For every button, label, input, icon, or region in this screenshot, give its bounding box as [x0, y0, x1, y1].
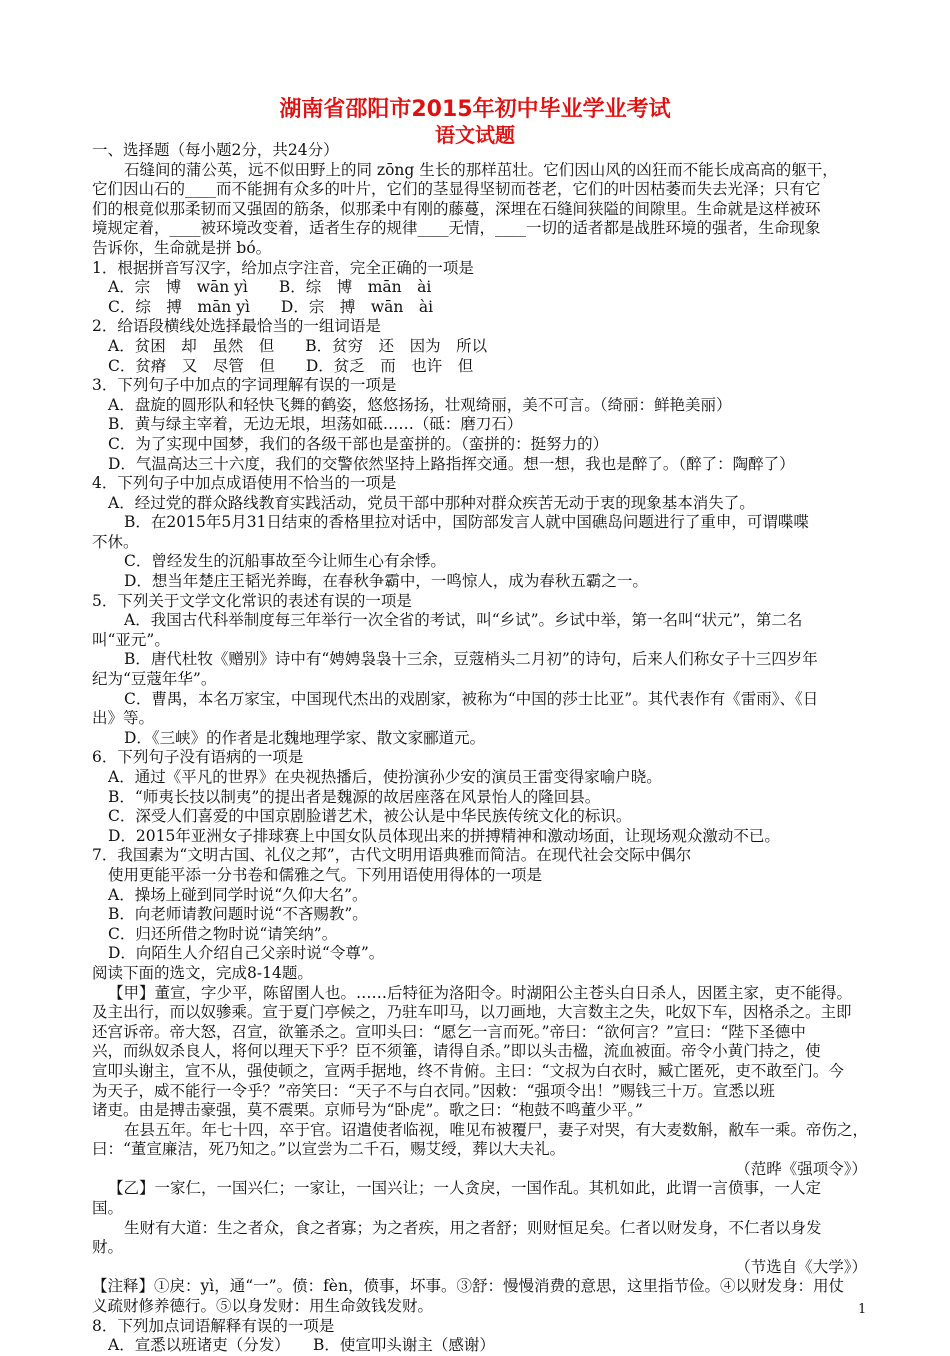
answer-option: B．唐代杜牧《赠别》诗中有“娉娉袅袅十三余，豆蔻梢头二月初”的诗句，后来人们称女子十三四岁年 [124, 650, 818, 669]
answer-option: C．为了实现中国梦，我们的各级干部也是蛮拼的。（蛮拼的：挺努力的） [108, 434, 609, 453]
passage-line: 诸吏。由是搏击豪强，莫不震栗。京师号为“卧虎”。歌之曰：“枹鼓不鸣董少平。” [92, 1101, 643, 1120]
passage-line: 它们因山石的____而不能拥有众多的叶片，它们的茎显得坚韧而苍老，它们的叶因枯萎而失去光泽；只有它 [92, 180, 821, 199]
passage-source: （节选自《大学》） [735, 1257, 867, 1276]
question-stem: 7．我国素为“文明古国、礼仪之邦”，古代文明用语典雅而简洁。在现代社会交际中偶尔 [92, 846, 692, 865]
passage-line: 们的根竟似那柔韧而又强固的筋条，似那柔中有刚的藤蔓，深埋在石缝间狭隘的间隙里。生命就是这样被环 [92, 199, 821, 218]
passage-line: 宣叩头谢主，宣不从，强使顿之，宣两手据地，终不肯俯。主曰：“文叔为白衣时，臧亡匿死，吏不敢至门。今 [92, 1061, 844, 1080]
answer-option-continued: 叫“亚元”。 [92, 630, 170, 649]
question-stem: 4．下列句子中加点成语使用不恰当的一项是 [92, 474, 397, 493]
answer-option: C．贫瘠 又 尽管 但 D．贫乏 而 也许 但 [108, 356, 474, 375]
passage-line: 还宫诉帝。帝大怒，召宣，欲箠杀之。宣叩头曰：“愿乞一言而死。”帝曰：“欲何言？”宣曰：“陛下圣德中 [92, 1022, 806, 1041]
passage-line: 石缝间的蒲公英，远不似田野上的同 zōng 生长的那样茁壮。它们因山风的凶狂而不能长成高高的躯干， [124, 160, 838, 179]
passage-line: 财。 [92, 1238, 124, 1257]
question-stem: 6．下列句子没有语病的一项是 [92, 748, 304, 767]
passage-line: 生财有大道：生之者众，食之者寡；为之者疾，用之者舒；则财恒足矣。仁者以财发身，不仁者以身发 [124, 1218, 822, 1237]
answer-option: A．贫困 却 虽然 但 B．贫穷 还 因为 所以 [108, 336, 488, 355]
answer-option-continued: 不休。 [92, 532, 139, 551]
annotation-line: 【注释】①戾：yì，通“一”。偾：fèn，偾事，坏事。③舒：慢慢消费的意思，这里指节俭。④以财发身：用仗 [92, 1277, 844, 1296]
answer-option: C．曾经发生的沉船事故至今让师生心有余悸。 [124, 552, 446, 571]
question-stem-continued: 使用更能平添一分书卷和儒雅之气。下列用语使用得体的一项是 [108, 865, 543, 884]
question-stem: 3．下列句子中加点的字词理解有误的一项是 [92, 376, 397, 395]
answer-option: A．盘旋的圆形队和轻快飞舞的鹤姿，悠悠扬扬，壮观绮丽，美不可言。（绮丽：鲜艳美丽） [108, 395, 732, 414]
answer-option-continued: 出》等。 [92, 709, 155, 728]
answer-option: C．归还所借之物时说“请笑纳”。 [108, 924, 338, 943]
answer-option: B．向老师请教问题时说“不吝赐教”。 [108, 905, 368, 924]
exam-subtitle: 语文试题 [435, 123, 515, 147]
answer-option: A．我国古代科举制度每三年举行一次全省的考试，叫“乡试”。乡试中举，第一名叫“状元”，第二名 [124, 611, 803, 630]
passage-line: 【乙】一家仁，一国兴仁；一家让，一国兴让；一人贪戾，一国作乱。其机如此，此谓一言偾事，一人定 [108, 1179, 822, 1198]
answer-option: C．曹禺，本名万家宝，中国现代杰出的戏剧家，被称为“中国的莎士比亚”。其代表作有《雷雨》、《日 [124, 689, 819, 708]
question-stem: 1．根据拼音写汉字，给加点字注音，完全正确的一项是 [92, 258, 474, 277]
passage-source: （范晔《强项令》） [735, 1159, 867, 1178]
passage-line: 曰：“董宣廉洁，死乃知之。”以宣尝为二千石，赐艾绶，葬以大夫礼。 [92, 1140, 566, 1159]
exam-body [92, 141, 867, 1356]
answer-option: D．想当年楚庄王韬光养晦，在春秋争霸中，一鸣惊人，成为春秋五霸之一。 [124, 572, 648, 591]
passage-line: 告诉你，生命就是拼 bó。 [92, 238, 272, 257]
passage-line: 及主出行，而以奴骖乘。宣于夏门亭候之，乃驻车叩马，以刀画地，大言数主之失，叱奴下车，因格杀之。主即 [92, 1003, 852, 1022]
passage-line: 【甲】董宣，字少平，陈留圉人也。……后特征为洛阳令。时湖阳公主苍头白日杀人，因匿主家，吏不能得。 [108, 983, 853, 1002]
answer-option: C．综 搏 mān yì D．宗 搏 wān ài [108, 297, 434, 316]
passage-line: 为天子，威不能行一令乎？”帝笑曰：“天子不与白衣同。”因敕：“强项令出！”赐钱三十万。宣悉以班 [92, 1081, 775, 1100]
answer-option: B．黄与绿主宰着，无边无垠，坦荡如砥……（砥：磨刀石） [108, 415, 523, 434]
answer-option: A．经过党的群众路线教育实践活动，党员干部中那种对群众疾苦无动于衷的现象基本消失了。 [108, 493, 755, 512]
reading-instruction: 阅读下面的选文，完成8-14题。 [92, 963, 313, 982]
answer-option: D．2015年亚洲女子排球赛上中国女队员体现出来的拼搏精神和激动场面，让现场观众激动不已。 [108, 826, 780, 845]
answer-option: A．操场上碰到同学时说“久仰大名”。 [108, 885, 368, 904]
question-stem: 8．下列加点词语解释有误的一项是 [92, 1316, 335, 1335]
question-stem: 5．下列关于文学文化常识的表述有误的一项是 [92, 591, 412, 610]
passage-line: 境规定着，____被环境改变着，适者生存的规律____无情，____一切的适者都是战胜环境的强者，生命现象 [92, 219, 821, 238]
answer-option-continued: 纪为“豆蔻年华”。 [92, 670, 217, 689]
answer-option: D．气温高达三十六度，我们的交警依然坚持上路指挥交通。想一想，我也是醉了。（醉了：陶醉了） [108, 454, 795, 473]
exam-title: 湖南省邵阳市2015年初中毕业学业考试 [279, 97, 671, 122]
answer-option: A．宣悉以班诸吏（分发） B．使宣叩头谢主（感谢） [108, 1336, 495, 1355]
question-stem: 2．给语段横线处选择最恰当的一组词语是 [92, 317, 381, 336]
passage-line: 在县五年。年七十四，卒于官。诏遣使者临视，唯见布被覆尸，妻子对哭，有大麦数斛，敝车一乘。帝伤之， [124, 1120, 869, 1139]
answer-option: A．通过《平凡的世界》在央视热播后，使扮演孙少安的演员王雷变得家喻户晓。 [108, 768, 662, 786]
answer-option: D．《三峡》的作者是北魏地理学家、散文家郦道元。 [124, 728, 486, 747]
answer-option: B．在2015年5月31日结束的香格里拉对话中，国防部发言人就中国礁岛问题进行了重申，可谓喋喋 [124, 513, 809, 532]
section-heading: 一、选择题（每小题2分，共24分） [92, 141, 339, 159]
answer-option: C．深受人们喜爱的中国京剧脸谱艺术，被公认是中华民族传统文化的标识。 [108, 807, 632, 826]
passage-line: 国。 [92, 1199, 124, 1218]
passage-line: 兴，而纵奴杀良人，将何以理天下乎？臣不须箠，请得自杀。”即以头击楹，流血被面。帝令小黄门持之，使 [92, 1042, 821, 1061]
annotation-line: 义疏财修养德行。⑤以身发财：用生命敛钱发财。 [92, 1297, 434, 1316]
answer-option: A．宗 博 wān yì B．综 博 mān ài [108, 278, 432, 297]
answer-option: D．向陌生人介绍自己父亲时说“令尊”。 [108, 944, 385, 963]
answer-option: B．“师夷长技以制夷”的提出者是魏源的故居座落在风景怡人的隆回县。 [108, 787, 601, 806]
page-number: 1 [858, 1302, 867, 1317]
